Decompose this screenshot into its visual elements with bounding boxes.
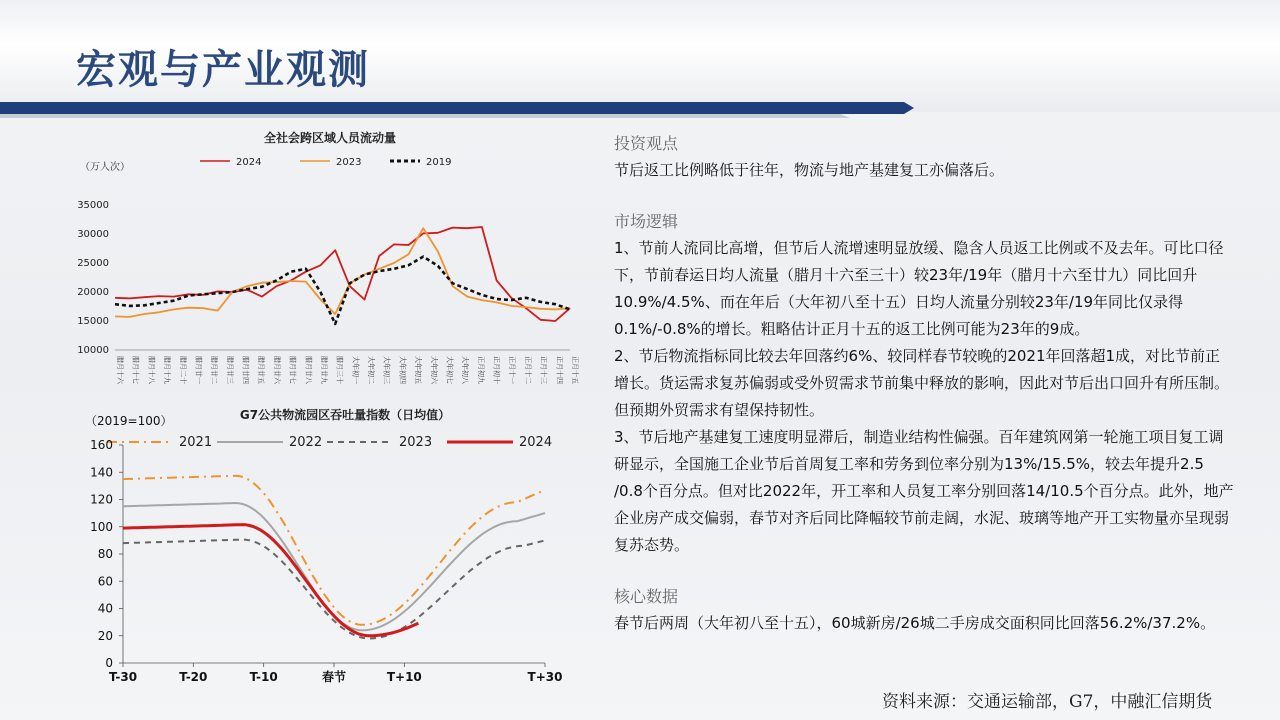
chart2-ylabel: （2019=100） (85, 414, 173, 428)
x-tick-label: 腊月廿一 (194, 356, 203, 384)
x-tick-label: 腊月廿八 (304, 356, 313, 384)
chart1-ylabel: （万人次） (80, 162, 130, 173)
legend-label-2019: 2019 (426, 157, 452, 168)
y-tick-label: 40 (97, 601, 113, 616)
chart2-axis (90, 438, 562, 684)
section-investment-title: 投资观点 (614, 134, 679, 153)
chart1-title: 全社会跨区域人员流动量 (263, 131, 397, 145)
section-investment-text: 节后返工比例略低于往年，物流与地产基建复工亦偏落后。 (614, 161, 1005, 179)
x-tick-label: 大年初四 (398, 356, 407, 384)
x-tick-label: 春节 (321, 670, 347, 684)
y-tick-label: 80 (97, 547, 113, 561)
y-tick-label: 15000 (77, 316, 109, 327)
legend-label-2021: 2021 (179, 435, 213, 450)
x-tick-label: 腊月廿三 (225, 356, 234, 384)
series-line-2021 (123, 476, 545, 625)
logic-point-1: 1、节前人流同比高增，但节后人流增速明显放缓、隐含人员返工比例或不及去年。可比口径下，节前春运日均人流量（腊月十六至三十）较23年/19年（腊月十六至廿九）同比回升10.9%/4.5%、而在年后（大年初八至十五）日均人流量分别较23年/19年同比仅录得0.1%/-0.8%的增长。粗略估计正月十五的返工比例可能为23年的9成。 (614, 239, 1224, 338)
source-note: 资料来源：交通运输部，G7，中融汇信期货 (882, 692, 1213, 712)
section-data-title: 核心数据 (614, 587, 679, 606)
x-tick-label: 大年初七 (445, 356, 454, 384)
x-tick-label: 大年初六 (429, 356, 438, 384)
x-tick-label: 正月十三 (539, 356, 548, 384)
y-tick-label: 160 (90, 438, 113, 452)
x-tick-label: 大年初三 (382, 356, 391, 384)
chart1-legend (200, 157, 451, 168)
x-tick-label: 腊月三十 (335, 356, 344, 384)
x-tick-label: T+10 (386, 670, 422, 684)
x-tick-label: 大年初五 (414, 356, 423, 384)
x-tick-label: 正月十二 (523, 356, 532, 384)
legend-label-2022: 2022 (289, 435, 323, 450)
y-tick-label: 60 (97, 574, 113, 589)
x-tick-label: T-20 (179, 670, 208, 684)
series-line-2022 (123, 503, 545, 630)
legend-label-2024: 2024 (519, 435, 553, 450)
x-tick-label: 腊月廿六 (272, 356, 281, 384)
x-tick-label: 大年初二 (367, 356, 376, 384)
y-tick-label: 30000 (77, 229, 109, 240)
chart2-lines (123, 476, 545, 639)
x-tick-label: 腊月廿七 (288, 356, 297, 384)
x-tick-label: 腊月十六 (116, 356, 124, 384)
legend-label-2023: 2023 (336, 157, 362, 168)
logic-point-2: 2、节后物流指标同比较去年回落约6%、较同样春节较晚的2021年回落超1成，对比节前正增长。货运需求复苏偏弱或受外贸需求节前集中释放的影响，因此对节后出口回升有所压制。但预期外贸需求有望保持韧性。 (614, 347, 1230, 419)
x-tick-label: 大年初一 (351, 356, 360, 384)
page-title: 宏观与产业观测 (76, 46, 370, 93)
legend-label-2023: 2023 (399, 435, 433, 450)
legend-label-2024: 2024 (236, 157, 262, 168)
chart2-legend (107, 435, 552, 450)
x-tick-label: 正月十一 (508, 356, 517, 384)
x-tick-label: T-30 (108, 670, 138, 684)
x-tick-label: 大年初八 (461, 356, 470, 384)
people-flow-chart (60, 122, 660, 412)
x-tick-label: 腊月廿二 (210, 356, 219, 384)
x-tick-label: 腊月廿九 (319, 356, 328, 384)
x-tick-label: 腊月十八 (147, 356, 156, 384)
y-tick-label: 35000 (77, 200, 109, 211)
y-tick-label: 0 (105, 656, 113, 670)
x-tick-label: T-10 (249, 670, 278, 684)
logistics-index-chart (55, 405, 655, 695)
chart1-axis (77, 200, 580, 385)
series-line-2023 (123, 540, 545, 639)
x-tick-label: 腊月廿五 (257, 356, 266, 384)
y-tick-label: 120 (90, 492, 113, 507)
x-tick-label: 腊月十七 (131, 356, 140, 384)
analysis-panel (614, 130, 1234, 637)
x-tick-label: T+30 (527, 670, 563, 684)
chart2-title: G7公共物流园区吞吐量指数（日均值） (239, 408, 451, 422)
logic-point-3: 3、节后地产基建复工速度明显滞后，制造业结构性偏强。百年建筑网第一轮施工项目复工调研显示，全国施工企业节后首周复工率和劳务到位率分别为13%/15.5%，较去年提升2.5 /0.8个百分点。但对比2022年，开工率和人员复工率分别回落14/10.5个百分点。此外，地产企业房产成交偏弱，春节对齐后同比降幅较节前走阔，水泥、玻璃等地产开工实物量亦呈现弱复苏态势。 (614, 428, 1234, 554)
y-tick-label: 10000 (77, 345, 109, 356)
y-tick-label: 20 (97, 628, 113, 643)
x-tick-label: 正月十五 (571, 356, 579, 384)
x-tick-label: 正月十四 (555, 356, 564, 384)
series-line-2024 (115, 227, 570, 321)
x-tick-label: 腊月二十 (178, 356, 187, 384)
y-tick-label: 25000 (77, 258, 109, 269)
section-data-text: 春节后两周（大年初八至十五），60城新房/26城二手房成交面积同比回落56.2%/37.2%。 (614, 614, 1216, 632)
y-tick-label: 140 (90, 465, 113, 480)
chart1-lines (115, 227, 570, 324)
y-tick-label: 20000 (77, 287, 109, 298)
y-tick-label: 100 (90, 519, 113, 534)
x-tick-label: 腊月十九 (163, 356, 172, 384)
section-logic-title: 市场逻辑 (614, 212, 679, 231)
x-tick-label: 正月初九 (476, 356, 485, 384)
x-tick-label: 腊月廿四 (241, 356, 250, 384)
x-tick-label: 正月初十 (492, 356, 501, 384)
